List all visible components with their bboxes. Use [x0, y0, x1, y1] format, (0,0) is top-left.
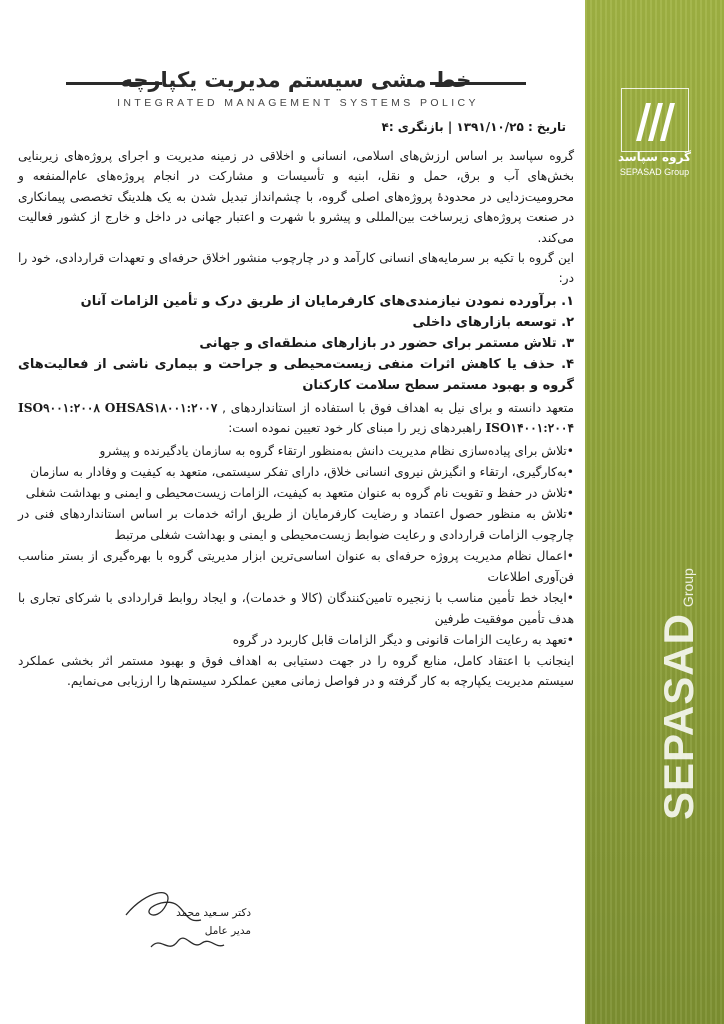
strategy-item: •تلاش برای پیاده‌سازی نظام مدیریت دانش به‌منظور ارتقاء گروه به سازمان یادگیرنده و پیشرو: [99, 443, 574, 458]
goal-item: ۳. تلاش مستمر برای حضور در بازارهای منطقه‌ای و جهانی: [199, 335, 574, 351]
strategy-item: •اعمال نظام مدیریت پروژه حرفه‌ای به عنوان اساسی‌ترین ابزار مدیریتی گروه با بهره‌گیری از بستر مناسب فن‌آوری اطلاعات: [18, 548, 574, 584]
strategy-item: •تعهد به رعایت الزامات قانونی و دیگر الزامات قابل کاربرد در گروه: [232, 632, 574, 647]
goal-item: ۴. حذف یا کاهش اثرات منفی زیست‌محیطی و جراحت و بیماری ناشی از فعالیت‌های گروه و بهبود مستمر سطح سلامت کارکنان: [18, 356, 574, 393]
strategy-item: •تلاش در حفظ و تقویت نام گروه به عنوان متعهد به کیفیت، الزامات زیست‌محیطی و ایمنی و بهداشت شغلی: [25, 485, 574, 500]
policy-body: [18, 146, 574, 691]
strategy-list: [18, 441, 574, 651]
standards-text-b: راهبردهای زیر را مبنای کار خود تعیین نموده است:: [228, 421, 482, 436]
page-title-fa: خط مشی سیستم مدیریت یکپارچه: [120, 68, 472, 92]
vertical-brand-main: SEPASAD: [655, 613, 702, 820]
page-title-en: INTEGRATED MANAGEMENT SYSTEMS POLICY: [117, 97, 479, 109]
date-revision: تاریخ : ۱۳۹۱/۱۰/۲۵ | بازنگری :۴: [381, 120, 566, 134]
goals-list: [18, 291, 574, 396]
signer-name: دکتر سـعید محمد: [176, 907, 251, 919]
vertical-brand-word: [655, 568, 703, 820]
standard-iso9001: ISO۹۰۰۱:۲۰۰۸: [18, 400, 100, 415]
standards-text-a: متعهد دانسته و برای نیل به اهداف فوق با استفاده از استانداردهای ,: [222, 400, 575, 415]
commitment-paragraph: این گروه با تکیه بر سرمایه‌های انسانی کارآمد و در چارچوب منشور اخلاق حرفه‌ای و تعهدات قراردادی، خود را در:: [18, 251, 574, 286]
brand-name-en: SEPASAD Group: [619, 167, 690, 177]
signer-role: مدیر عامل: [204, 925, 251, 937]
strategy-item: •به‌کارگیری، ارتقاء و انگیزش نیروی انسانی خلاق، دارای تفکر سیستمی، متعهد به کیفیت و وفادار به سازمان: [30, 464, 574, 479]
vertical-brand-sub: Group: [680, 568, 696, 608]
closing-paragraph: اینجانب با اعتقاد کامل، منابع گروه را در جهت دستیابی به اهداف فوق و بهبود مستمر اثر بخشی عملکرد سیستم مدیریت یکپارچه به کار گرفته و در فواصل زمانی معین عملکرد سیستم‌ها را ارزیابی می‌نمایم.: [18, 653, 574, 689]
goal-item: ۱. برآورده نمودن نیازمندی‌های کارفرمایان از طریق درک و تأمین الزامات آنان: [80, 293, 574, 309]
brand-sidebar: [585, 0, 724, 1024]
standard-iso14001: ISO۱۴۰۰۱:۲۰۰۴: [485, 421, 574, 436]
document-content: [18, 0, 574, 1024]
standards-paragraph: [18, 398, 574, 439]
strategy-item: •تلاش به منظور حصول اعتماد و رضایت کارفرمایان از طریق ارائه خدمات بر اساس استانداردهای فنی در چارچوب الزامات قراردادی و رعایت ضوابط زیست‌محیطی و ایمنی و بهداشت شغلی مرتبط: [18, 506, 574, 542]
intro-paragraph: گروه سپاسد بر اساس ارزش‌های اسلامی، انسانی و اخلاقی در زمینه مدیریت و اجرای پروژه‌های زیربنایی بخش‌های آب و برق، حمل و نقل، ابنیه و تأسیسات و مشارکت در انجام پروژه‌های عام‌المنفعه و محرومیت‌زدایی در محدودهٔ پروژه‌های اصلی گروه، با چشم‌انداز تبدیل شدن به یک هلدینگ تخصصی پیمانکاری در صنعت پروژه‌های زیرساخت بین‌المللی و پیشرو با شهرت و اعتبار جهانی در داخل و خارج از کشور فعالیت می‌کند.: [18, 149, 574, 245]
goal-item: ۲. توسعه بازارهای داخلی: [412, 314, 574, 330]
signature-block: [106, 885, 266, 965]
standard-ohsas: OHSAS۱۸۰۰۱:۲۰۰۷: [104, 400, 218, 415]
brand-name-fa: گروه سپاسد: [617, 150, 692, 164]
sepasad-logo-icon: [621, 88, 689, 152]
strategy-item: •ایجاد خط تأمین مناسب با زنجیره تامین‌کنندگان (کالا و خدمات)، و ایجاد روابط قراردادی با شرکای تجاری با هدف تأمین موفقیت طرفین: [18, 590, 574, 626]
